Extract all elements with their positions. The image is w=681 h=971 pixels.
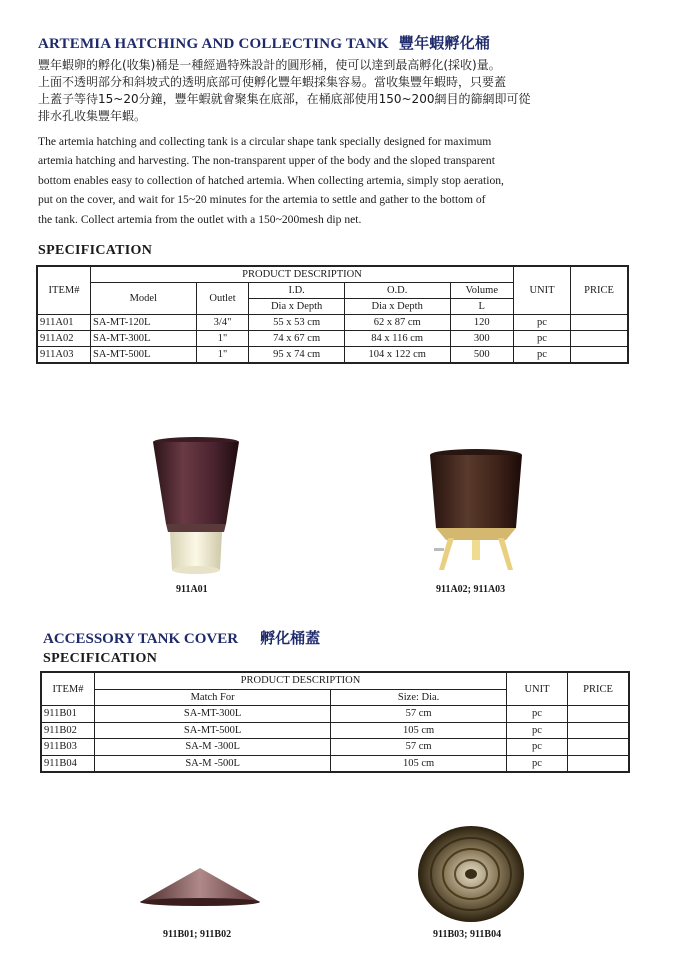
col-unit: UNIT bbox=[514, 266, 571, 315]
intro-zh-line: 上蓋子等待15~20分鐘，豐年蝦就會聚集在底部，在桶底部使用150~200網目的篩網即可從 bbox=[38, 92, 531, 106]
cell-size: 105 cm bbox=[331, 755, 507, 772]
cell-item: 911B03 bbox=[41, 739, 95, 756]
intro-en-line: The artemia hatching and collecting tank is a circular shape tank specially designed for maximum bbox=[38, 135, 492, 148]
cell-item: 911B02 bbox=[41, 722, 95, 739]
table-row bbox=[41, 706, 629, 723]
sub-volume-unit: L bbox=[450, 299, 513, 315]
table-row bbox=[41, 739, 629, 756]
sub-od: O.D. bbox=[344, 283, 450, 299]
accessory-title bbox=[43, 627, 320, 648]
sub-id: I.D. bbox=[249, 283, 344, 299]
cell-unit: pc bbox=[507, 739, 568, 756]
table-row bbox=[37, 331, 628, 347]
caption-911a02-911a03: 911A02; 911A03 bbox=[436, 584, 506, 595]
cell-price bbox=[571, 331, 629, 347]
table-row bbox=[41, 722, 629, 739]
col-product-description: PRODUCT DESCRIPTION bbox=[91, 266, 514, 283]
sub-model: Model bbox=[91, 283, 197, 315]
cell-volume: 500 bbox=[450, 347, 513, 364]
cell-outlet: 1" bbox=[196, 347, 249, 364]
cell-unit: pc bbox=[507, 722, 568, 739]
round-cover-image bbox=[416, 824, 526, 924]
title-zh: 豐年蝦孵化桶 bbox=[398, 34, 491, 52]
cell-unit: pc bbox=[507, 706, 568, 723]
table-row bbox=[37, 315, 628, 331]
col-item: ITEM# bbox=[41, 672, 95, 706]
cell-unit: pc bbox=[507, 755, 568, 772]
intro-zh-line: 上面不透明部分和斜坡式的透明底部可使孵化豐年蝦採集容易。當收集豐年蝦時，只要蓋 bbox=[38, 75, 507, 89]
cell-size: 105 cm bbox=[331, 722, 507, 739]
cell-id: 95 x 74 cm bbox=[249, 347, 344, 364]
sub-od-dims: Dia x Depth bbox=[344, 299, 450, 315]
cell-price bbox=[568, 722, 630, 739]
col-item: ITEM# bbox=[37, 266, 91, 315]
cell-item: 911B01 bbox=[41, 706, 95, 723]
caption-911b01-911b02: 911B01; 911B02 bbox=[163, 929, 232, 940]
sub-match-for: Match For bbox=[95, 689, 331, 706]
intro-en-line: the tank. Collect artemia from the outlet with a 150~200mesh dip net. bbox=[38, 212, 362, 226]
cell-volume: 120 bbox=[450, 315, 513, 331]
cell-price bbox=[568, 706, 630, 723]
cell-price bbox=[568, 755, 630, 772]
intro-en-line: artemia hatching and harvesting. The non-transparent upper of the body and the sloped transparent bbox=[38, 154, 495, 168]
sub-outlet: Outlet bbox=[196, 283, 249, 315]
cell-match: SA-M -500L bbox=[95, 755, 331, 772]
cell-od: 84 x 116 cm bbox=[344, 331, 450, 347]
cell-item: 911B04 bbox=[41, 755, 95, 772]
cell-price bbox=[571, 347, 629, 364]
sub-id-dims: Dia x Depth bbox=[249, 299, 344, 315]
cell-unit: pc bbox=[514, 331, 571, 347]
intro-chinese bbox=[38, 57, 648, 125]
sub-volume: Volume bbox=[450, 283, 513, 299]
sub-size: Size: Dia. bbox=[331, 689, 507, 706]
col-price: PRICE bbox=[571, 266, 629, 315]
table-row bbox=[41, 755, 629, 772]
cell-model: SA-MT-500L bbox=[91, 347, 197, 364]
cell-size: 57 cm bbox=[331, 706, 507, 723]
cell-unit: pc bbox=[514, 315, 571, 331]
caption-911b03-911b04: 911B03; 911B04 bbox=[433, 929, 502, 940]
cell-price bbox=[568, 739, 630, 756]
cell-match: SA-MT-300L bbox=[95, 706, 331, 723]
col-price: PRICE bbox=[568, 672, 630, 706]
caption-911a01: 911A01 bbox=[176, 584, 208, 595]
intro-english bbox=[38, 132, 648, 229]
cell-size: 57 cm bbox=[331, 739, 507, 756]
tank-911a02-image bbox=[426, 448, 526, 574]
col-product-description: PRODUCT DESCRIPTION bbox=[95, 672, 507, 689]
intro-en-line: put on the cover, and wait for 15~20 minutes for the artemia to settle and gather to the bottom of bbox=[38, 193, 486, 207]
cell-model: SA-MT-300L bbox=[91, 331, 197, 347]
cell-model: SA-MT-120L bbox=[91, 315, 197, 331]
cell-price bbox=[571, 315, 629, 331]
accessory-spec-heading: SPECIFICATION bbox=[43, 651, 158, 666]
tank-911a01-image bbox=[150, 436, 242, 576]
accessory-title-zh: 孵化桶蓋 bbox=[260, 629, 321, 647]
cell-outlet: 3/4" bbox=[196, 315, 249, 331]
cell-volume: 300 bbox=[450, 331, 513, 347]
cell-item: 911A01 bbox=[37, 315, 91, 331]
title-en: ARTEMIA HATCHING AND COLLECTING TANK bbox=[38, 36, 389, 52]
cell-match: SA-MT-500L bbox=[95, 722, 331, 739]
cell-item: 911A03 bbox=[37, 347, 91, 364]
cell-outlet: 1" bbox=[196, 331, 249, 347]
cell-id: 55 x 53 cm bbox=[249, 315, 344, 331]
cell-od: 62 x 87 cm bbox=[344, 315, 450, 331]
cell-od: 104 x 122 cm bbox=[344, 347, 450, 364]
cell-match: SA-M -300L bbox=[95, 739, 331, 756]
intro-zh-line: 豐年蝦卵的孵化(收集)桶是一種經過特殊設計的圓形桶，使可以達到最高孵化(採收)量。 bbox=[38, 58, 501, 72]
cell-item: 911A02 bbox=[37, 331, 91, 347]
spec-heading: SPECIFICATION bbox=[38, 243, 153, 258]
table-row bbox=[37, 347, 628, 364]
tank-spec-table bbox=[36, 265, 629, 364]
accessory-title-en: ACCESSORY TANK COVER bbox=[43, 631, 239, 647]
intro-en-line: bottom enables easy to collection of hatched artemia. When collecting artemia, simply stop aeration, bbox=[38, 173, 504, 187]
page-title bbox=[38, 32, 490, 53]
cell-unit: pc bbox=[514, 347, 571, 364]
col-unit: UNIT bbox=[507, 672, 568, 706]
cone-cover-image bbox=[136, 866, 264, 910]
cover-spec-table bbox=[40, 671, 630, 773]
intro-zh-line: 排水孔收集豐年蝦。 bbox=[38, 109, 147, 123]
cell-id: 74 x 67 cm bbox=[249, 331, 344, 347]
